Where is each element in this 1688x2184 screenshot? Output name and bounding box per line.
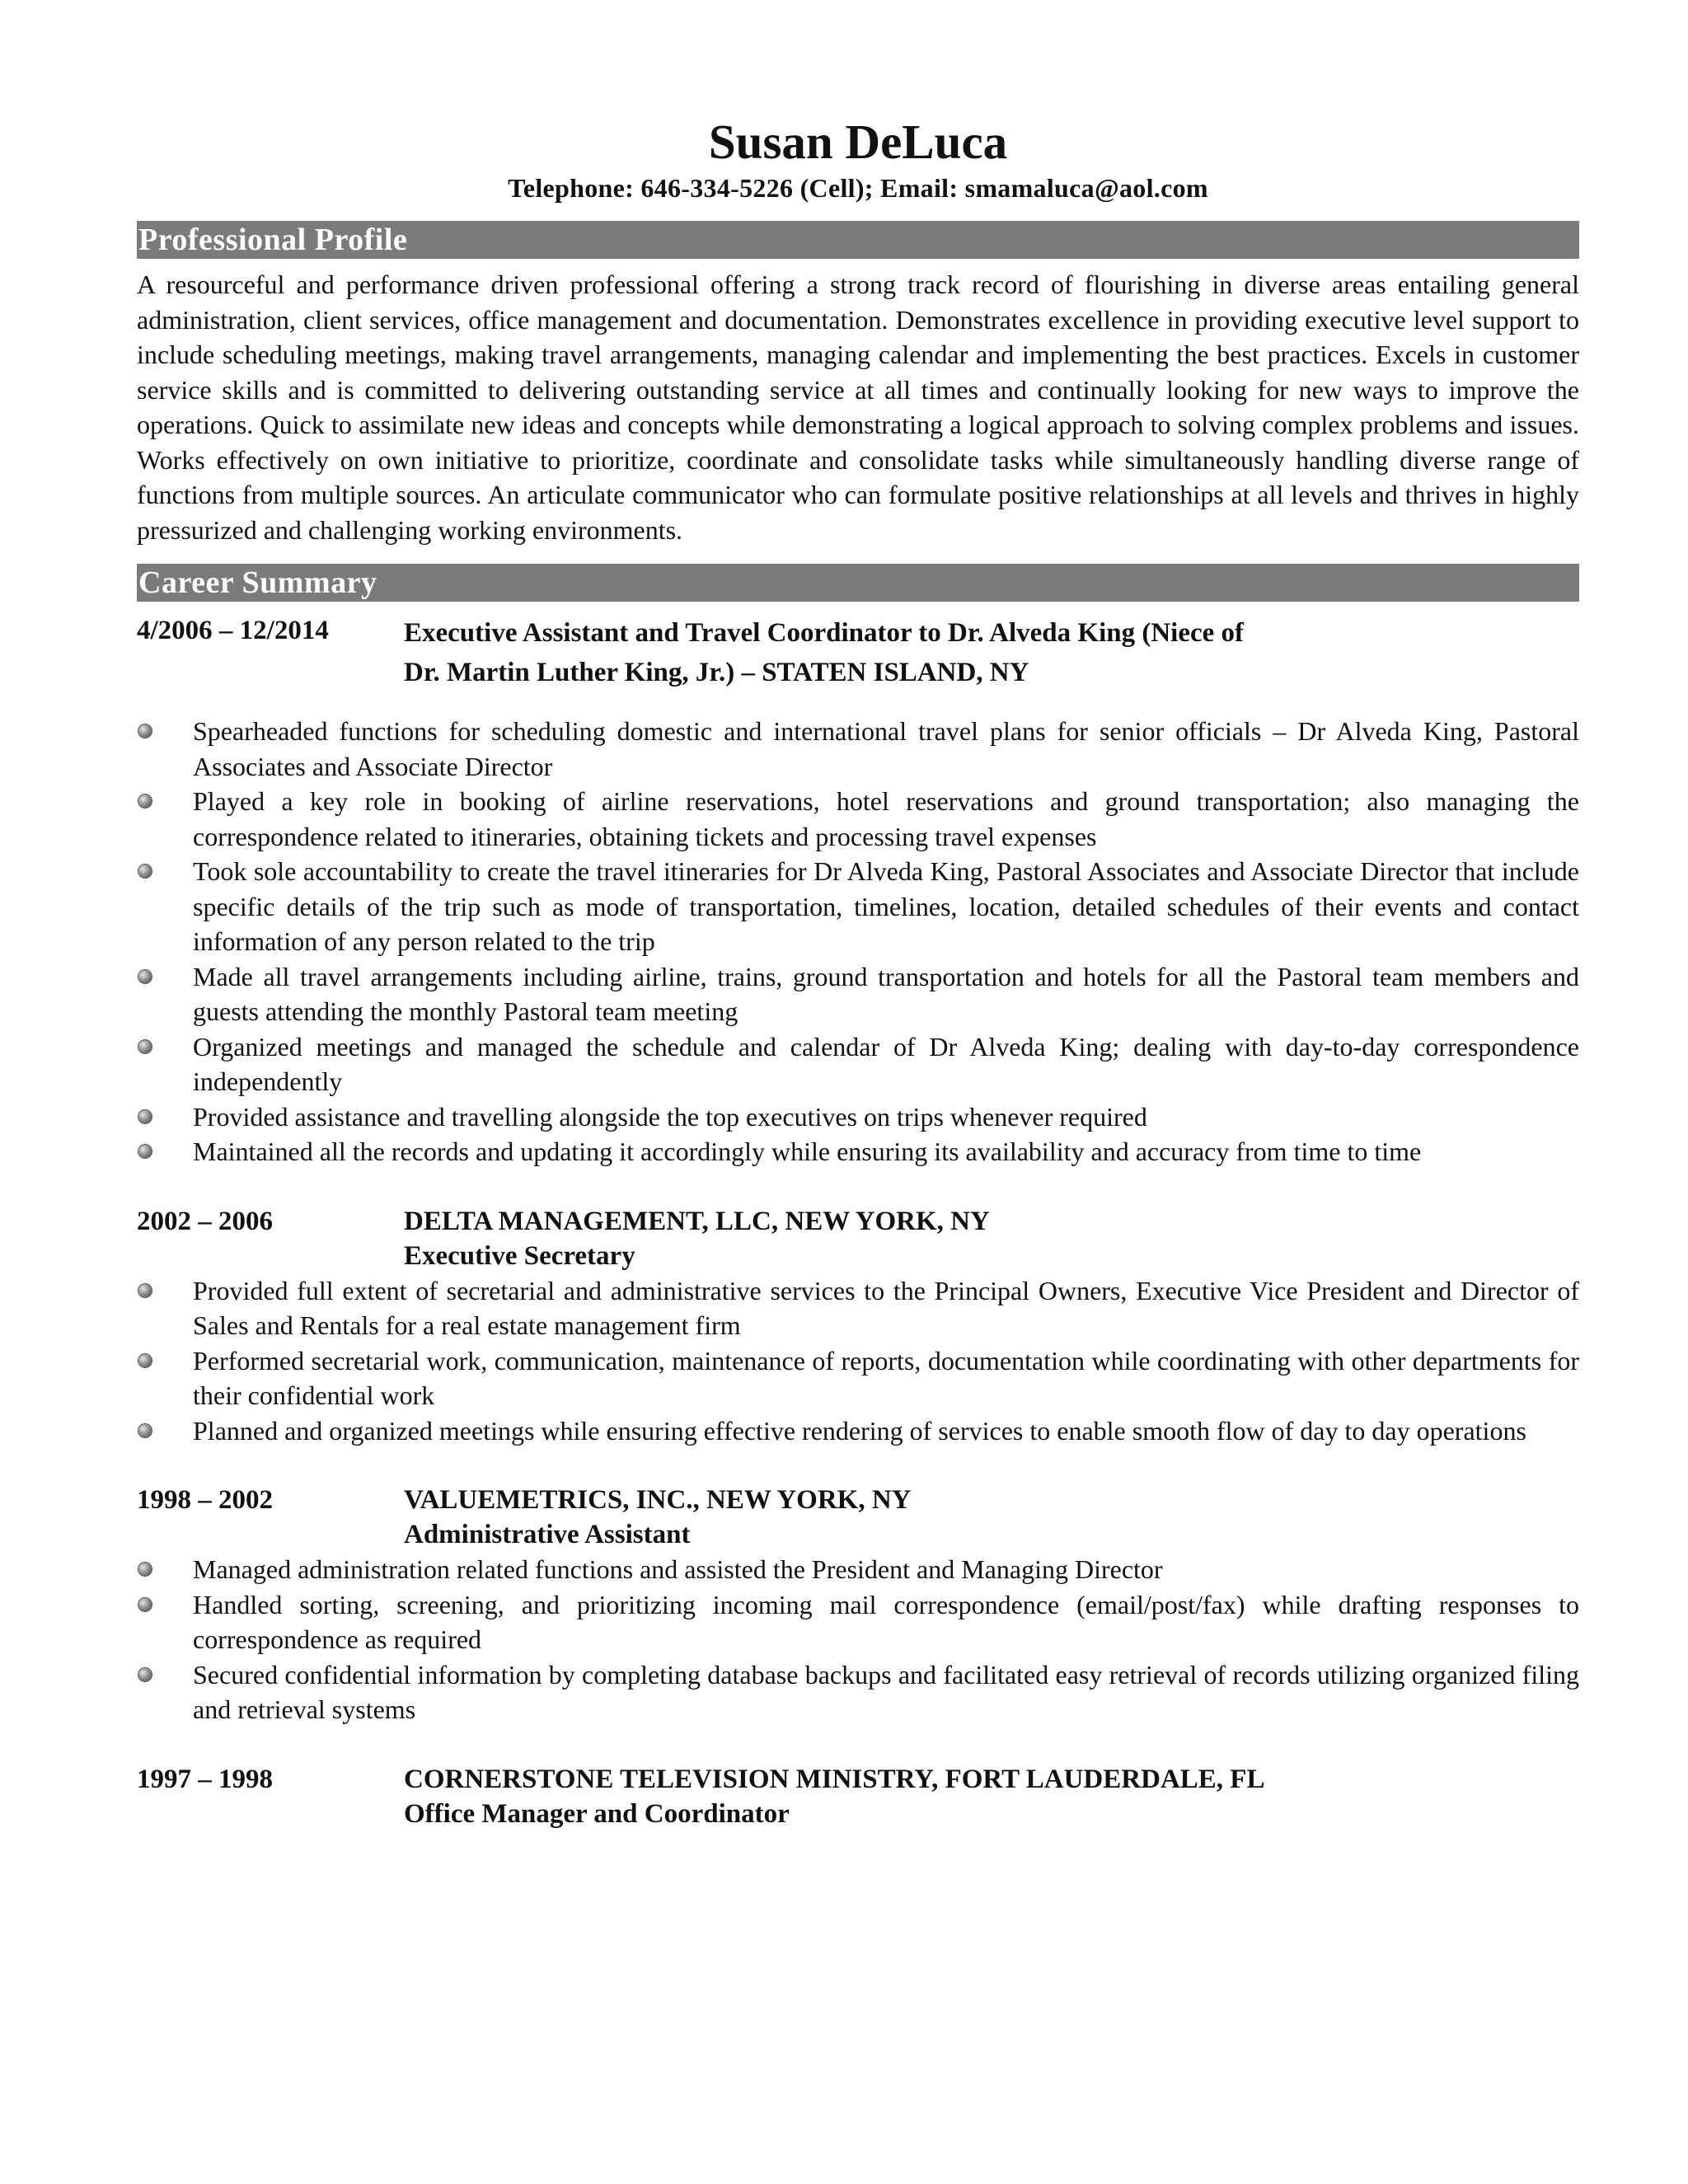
job-entry-4 [137,1762,1579,1831]
job-title-line: Dr. Martin Luther King, Jr.) – STATEN ISLAND, NY [404,658,1029,687]
job-title-line: Executive Assistant and Travel Coordinator to Dr. Alveda King (Niece of [404,618,1245,648]
section-header-career: Career Summary [137,564,1579,602]
job-position: Office Manager and Coordinator [404,1798,790,1829]
bullet-icon [138,865,152,878]
list-item [137,854,1579,959]
job-entry-3 [137,1483,1579,1727]
bullet-icon [138,970,152,983]
list-item [137,1413,1579,1449]
list-item [137,1134,1579,1169]
section-header-profile: Professional Profile [137,221,1579,259]
contact-line: Telephone: 646-334-5226 (Cell); Email: smamaluca@aol.com [508,173,1208,203]
list-item [137,1343,1579,1413]
bullet-text: Performed secretarial work, communication, maintenance of reports, documentation while coordinating with other departments for their confidential work [193,1345,1579,1410]
bullet-icon [138,1424,152,1437]
bullet-icon [138,1040,152,1053]
bullet-text: Maintained all the records and updating it accordingly while ensuring its availability and accuracy from time to time [193,1137,1422,1166]
job-entry-2 [137,1204,1579,1449]
bullet-text: Provided full extent of secretarial and administrative services to the Principal Owners, Executive Vice President and Director of Sales and Rentals for a real estate management firm [193,1275,1579,1340]
company-name: DELTA MANAGEMENT, LLC, NEW YORK, NY [404,1206,990,1236]
job-header [137,613,1579,692]
list-item [137,1657,1579,1727]
job-header [137,1483,1579,1552]
bullet-text: Planned and organized meetings while ensuring effective rendering of services to enable smooth flow of day to day operations [193,1415,1526,1446]
bullet-icon [138,1668,152,1681]
bullet-text: Provided assistance and travelling alongside the top executives on trips whenever required [193,1101,1147,1132]
list-item [137,1587,1579,1657]
bullet-text: Took sole accountability to create the travel itineraries for Dr Alveda King, Pastoral Associates and Associate Director that include specific details of the trip such as mode of transportation, timelines, location, detailed schedules of their events and contact information of any person related to the trip [193,856,1579,956]
bullet-text: Organized meetings and managed the schedule and calendar of Dr Alveda King; dealing with day-to-day correspondence independently [193,1031,1579,1096]
bullet-icon [138,1563,152,1576]
job-title [404,1762,1579,1831]
bullet-text: Made all travel arrangements including airline, trains, ground transportation and hotels for all the Pastoral team members and guests attending the monthly Pastoral team meeting [193,961,1579,1026]
job-dates: 1998 – 2002 [137,1485,273,1515]
job-position: Executive Secretary [404,1240,635,1271]
bullet-icon [138,724,152,738]
bullet-text: Managed administration related functions and assisted the President and Managing Director [193,1554,1163,1584]
profile-paragraph: A resourceful and performance driven professional offering a strong track record of flourishing in diverse areas entailing general administration, client services, office management and documentation. Demonstrates excellence in providing executive level support to include scheduling meetings, making travel arrangements, managing calendar and implementing the best practices. Excels in customer service skills and is committed to delivering outstanding service at all times and continually looking for new ways to improve the operations. Quick to assimilate new ideas and concepts while demonstrating a logical approach to solving complex problems and issues. Works effectively on own initiative to prioritize, coordinate and consolidate tasks while simultaneously handling diverse range of functions from multiple sources. An articulate communicator who can formulate positive relationships at all levels and thrives in highly pressurized and challenging working environments. [137,269,1579,545]
bullet-text: Handled sorting, screening, and prioritizing incoming mail correspondence (email/post/fax) while drafting responses to correspondence as required [193,1589,1579,1654]
bullet-icon [138,1110,152,1123]
job-bullets [137,1552,1579,1727]
list-item [137,959,1579,1029]
list-item [137,1029,1579,1099]
bullet-icon [138,1145,152,1158]
job-header [137,1762,1579,1831]
bullet-icon [138,794,152,808]
list-item [137,1273,1579,1343]
list-item [137,1099,1579,1135]
job-header [137,1204,1579,1273]
candidate-name: Susan DeLuca [708,115,1008,169]
job-title [404,1204,1579,1273]
bullet-icon [138,1598,152,1611]
bullet-icon [138,1354,152,1367]
list-item [137,784,1579,854]
bullet-text: Played a key role in booking of airline reservations, hotel reservations and ground transportation; also managing the correspondence related to itineraries, obtaining tickets and processing travel expenses [193,786,1579,851]
company-name: CORNERSTONE TELEVISION MINISTRY, FORT LAUDERDALE, FL [404,1764,1265,1794]
job-dates: 2002 – 2006 [137,1206,273,1236]
job-dates: 4/2006 – 12/2014 [137,616,329,645]
job-bullets [137,714,1579,1169]
bullet-icon [138,1284,152,1297]
job-dates: 1997 – 1998 [137,1764,273,1794]
resume-page [137,115,1579,1831]
company-name: VALUEMETRICS, INC., NEW YORK, NY [404,1485,912,1515]
bullet-text: Secured confidential information by completing database backups and facilitated easy retrieval of records utilizing organized filing and retrieval systems [193,1659,1579,1724]
job-position: Administrative Assistant [404,1520,691,1549]
job-title [404,1483,1579,1552]
job-bullets [137,1273,1579,1449]
list-item [137,714,1579,784]
job-title [404,613,1579,692]
bullet-text: Spearheaded functions for scheduling domestic and international travel plans for senior officials – Dr Alveda King, Pastoral Associates and Associate Director [193,716,1579,781]
job-entry-1 [137,613,1579,1169]
list-item [137,1552,1579,1587]
